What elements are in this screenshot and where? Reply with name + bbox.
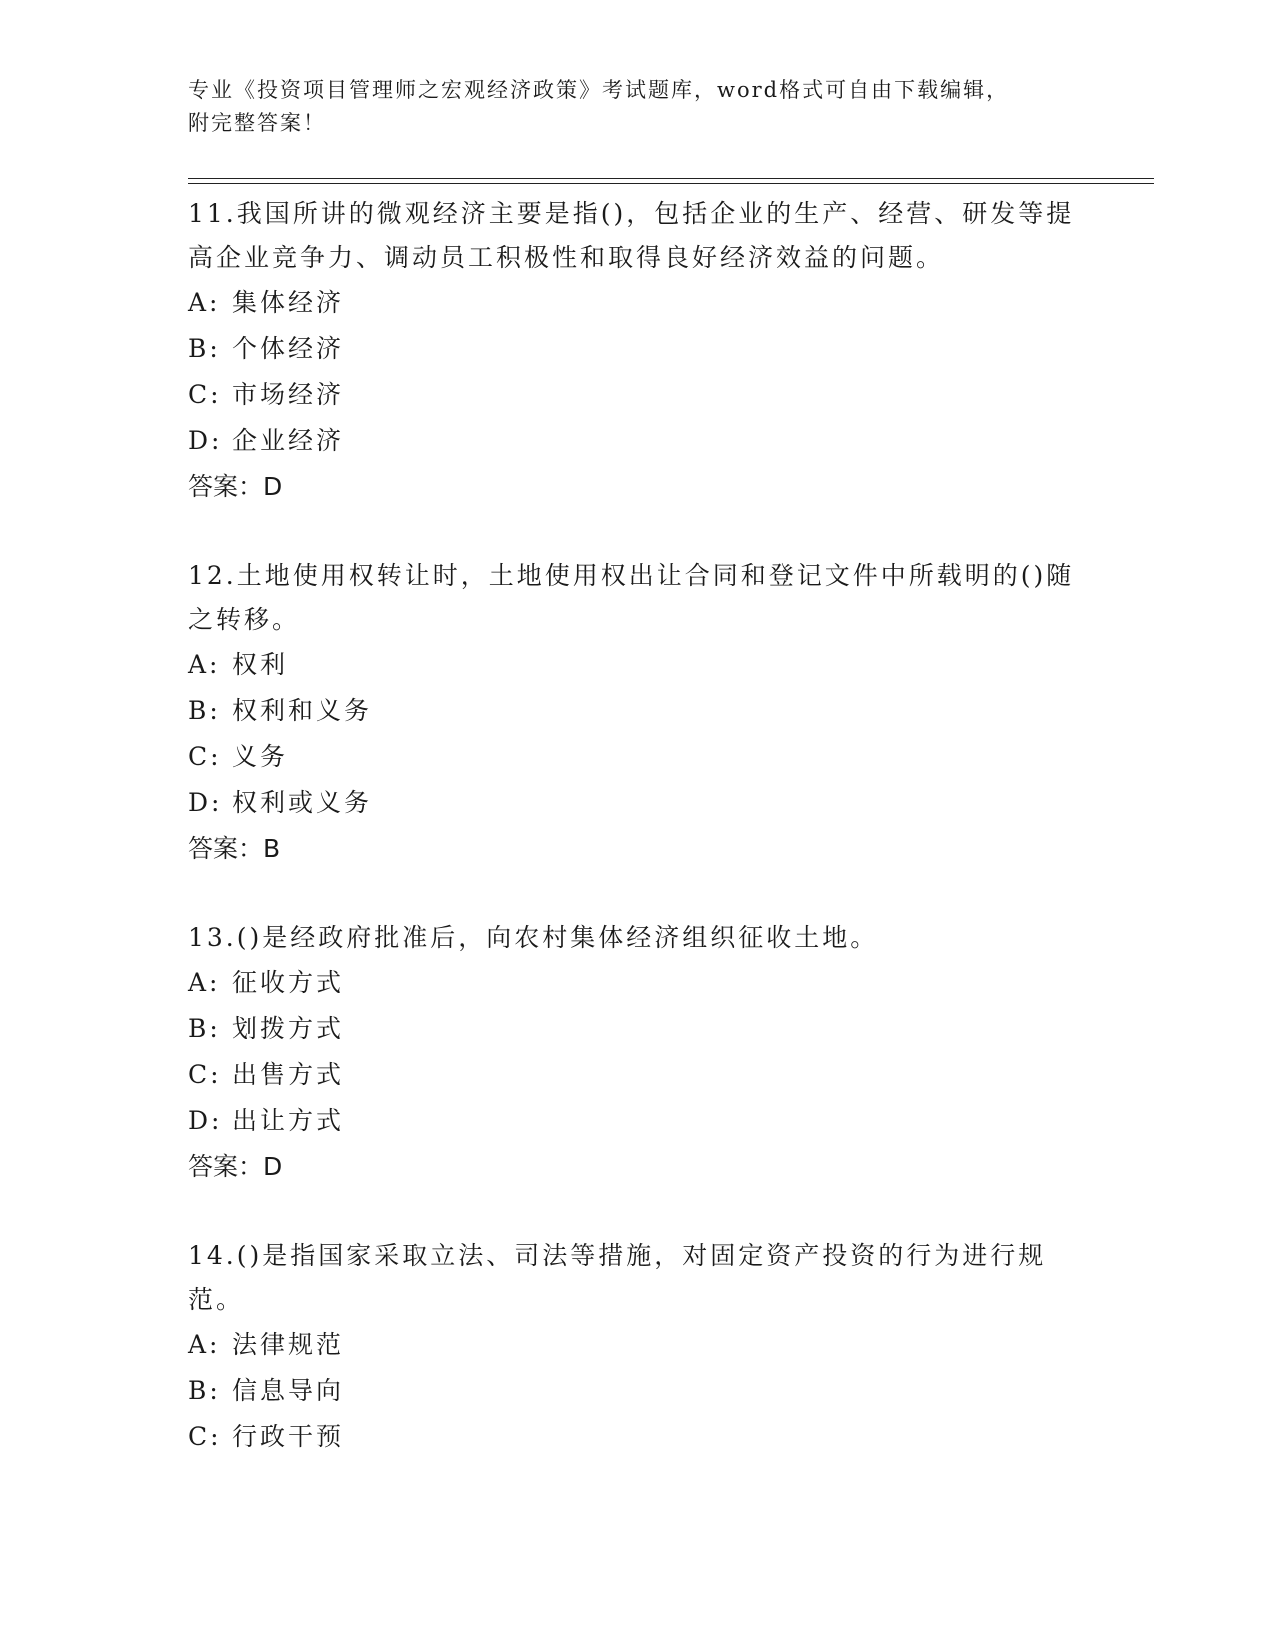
header-divider-bottom <box>188 183 1154 184</box>
question-text: 12.土地使用权转让时，土地使用权出让合同和登记文件中所载明的()随之转移。 <box>188 561 1075 634</box>
header-divider-top <box>188 178 1154 179</box>
option-c <box>188 1052 1088 1098</box>
option-d <box>188 780 1088 826</box>
option-letter: A: <box>188 650 221 679</box>
option-letter: D: <box>188 788 223 817</box>
header-line-1: 专业《投资项目管理师之宏观经济政策》考试题库，word格式可自由下载编辑， <box>188 78 1010 102</box>
option-letter: A: <box>188 968 221 997</box>
option-text: 征收方式 <box>232 968 345 997</box>
option-a <box>188 280 1088 326</box>
option-letter: A: <box>188 288 221 317</box>
option-c <box>188 1414 1088 1460</box>
answer-line: 答案：D <box>188 1152 283 1181</box>
option-b <box>188 1006 1088 1052</box>
option-letter: C: <box>188 380 222 409</box>
option-letter: D: <box>188 426 223 455</box>
option-text: 权利或义务 <box>232 788 373 817</box>
question-11 <box>188 190 1088 510</box>
option-a <box>188 960 1088 1006</box>
option-c <box>188 734 1088 780</box>
option-text: 企业经济 <box>232 426 345 455</box>
option-letter: D: <box>188 1106 223 1135</box>
option-letter: B: <box>188 696 221 725</box>
option-c <box>188 372 1088 418</box>
option-b <box>188 1368 1088 1414</box>
option-letter: B: <box>188 1376 221 1405</box>
option-text: 权利和义务 <box>232 696 373 725</box>
option-a <box>188 642 1088 688</box>
option-text: 个体经济 <box>232 334 345 363</box>
option-d <box>188 1098 1088 1144</box>
answer-line: 答案：B <box>188 834 281 863</box>
question-12 <box>188 552 1088 872</box>
option-text: 行政干预 <box>232 1422 345 1451</box>
option-b <box>188 326 1088 372</box>
option-letter: A: <box>188 1330 221 1359</box>
option-text: 划拨方式 <box>232 1014 345 1043</box>
option-text: 市场经济 <box>232 380 345 409</box>
question-text: 11.我国所讲的微观经济主要是指()，包括企业的生产、经营、研发等提高企业竞争力、调动员工积极性和取得良好经济效益的问题。 <box>188 199 1075 272</box>
option-letter: C: <box>188 1060 222 1089</box>
option-text: 出让方式 <box>232 1106 345 1135</box>
option-text: 义务 <box>232 742 289 771</box>
option-d <box>188 418 1088 464</box>
question-14 <box>188 1232 1088 1460</box>
option-a <box>188 1322 1088 1368</box>
option-letter: B: <box>188 334 221 363</box>
option-letter: B: <box>188 1014 221 1043</box>
header-line-2: 附完整答案！ <box>188 111 326 135</box>
option-text: 法律规范 <box>232 1330 345 1359</box>
option-text: 集体经济 <box>232 288 345 317</box>
option-text: 权利 <box>232 650 289 679</box>
question-text: 14.()是指国家采取立法、司法等措施，对固定资产投资的行为进行规范。 <box>188 1241 1047 1314</box>
option-letter: C: <box>188 1422 222 1451</box>
option-text: 出售方式 <box>232 1060 345 1089</box>
question-13 <box>188 914 1088 1190</box>
option-text: 信息导向 <box>232 1376 345 1405</box>
option-letter: C: <box>188 742 222 771</box>
question-text: 13.()是经政府批准后，向农村集体经济组织征收土地。 <box>188 923 879 952</box>
question-list <box>188 190 1088 1502</box>
document-header <box>188 74 1068 140</box>
option-b <box>188 688 1088 734</box>
answer-line: 答案：D <box>188 472 283 501</box>
